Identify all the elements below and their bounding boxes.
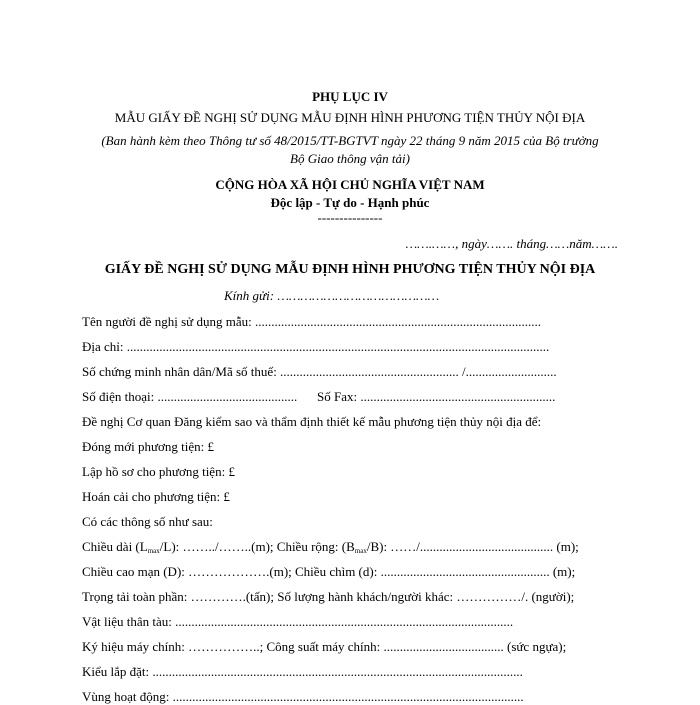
issued-by-line-2: Bộ Giao thông vận tải) [290,151,410,166]
width-text: /B): ……/......................................... (m); [366,539,579,554]
tonnage-passengers-field: Trọng tải toàn phần: ………….(tấn); Số lượng hành khách/người khác: ……………/. (người); [82,589,575,604]
form-name: MẪU GIẤY ĐỀ NGHỊ SỬ DỤNG MẪU ĐỊNH HÌNH PHƯƠNG TIỆN THỦY NỘI ĐỊA [114,110,586,125]
recipient-line: Kính gửi: …………………………………… [224,288,440,303]
installation-field: Kiểu lắp đặt: .................................................................................................................. [82,664,523,679]
date-line: …….……, ngày……. tháng……năm……. [405,236,618,251]
option-conversion: Hoán cải cho phương tiện: £ [82,489,230,504]
issued-by-line-1: (Ban hành kèm theo Thông tư số 48/2015/TT-BGTVT ngày 22 tháng 9 năm 2015 của Bộ trưởng [101,133,599,148]
request-text: Đề nghị Cơ quan Đăng kiểm sao và thẩm định thiết kế mẫu phương tiện thủy nội địa để: [82,414,542,429]
fax-field: Số Fax: ............................................................ [317,389,556,404]
motto-divider: --------------- [317,210,383,225]
operating-area-field: Vùng hoạt động: ............................................................................................................ [82,689,524,704]
address-field: Địa chỉ: .................................................................................................................................. [82,339,550,354]
height-draft-field: Chiều cao mạn (D): ……………….(m); Chiều chìm (d): .................................................... (m); [82,564,576,579]
id-number-field: Số chứng minh nhân dân/Mã số thuế: ....................................................... /............................ [82,364,557,379]
option-dossier: Lập hồ sơ cho phương tiện: £ [82,464,235,479]
appendix-heading: PHỤ LỤC IV [312,89,388,104]
parameters-heading: Có các thông số như sau: [82,514,213,529]
option-new-build: Đóng mới phương tiện: £ [82,439,215,454]
phone-field: Số điện thoại: ........................................... [82,389,298,404]
nation-heading: CỘNG HÒA XÃ HỘI CHỦ NGHĨA VIỆT NAM [215,177,485,192]
length-subscript: max [147,547,160,555]
engine-field: Ký hiệu máy chính: ……………..; Công suất máy chính: ..................................... (sức ngựa); [82,639,567,654]
applicant-name-field: Tên người đề nghị sử dụng mẫu: ........................................................................................ [82,314,541,329]
length-width-text: /L): ……../……..(m); Chiều rộng: (B [159,539,355,554]
length-label: Chiều dài (L [82,539,148,554]
hull-material-field: Vật liệu thân tàu: ........................................................................................................ [82,614,514,629]
motto: Độc lập - Tự do - Hạnh phúc [270,195,430,210]
length-width-field [82,539,579,555]
document-title: GIẤY ĐỀ NGHỊ SỬ DỤNG MẪU ĐỊNH HÌNH PHƯƠNG TIỆN THỦY NỘI ĐỊA [104,262,596,277]
width-subscript: max [354,547,367,555]
